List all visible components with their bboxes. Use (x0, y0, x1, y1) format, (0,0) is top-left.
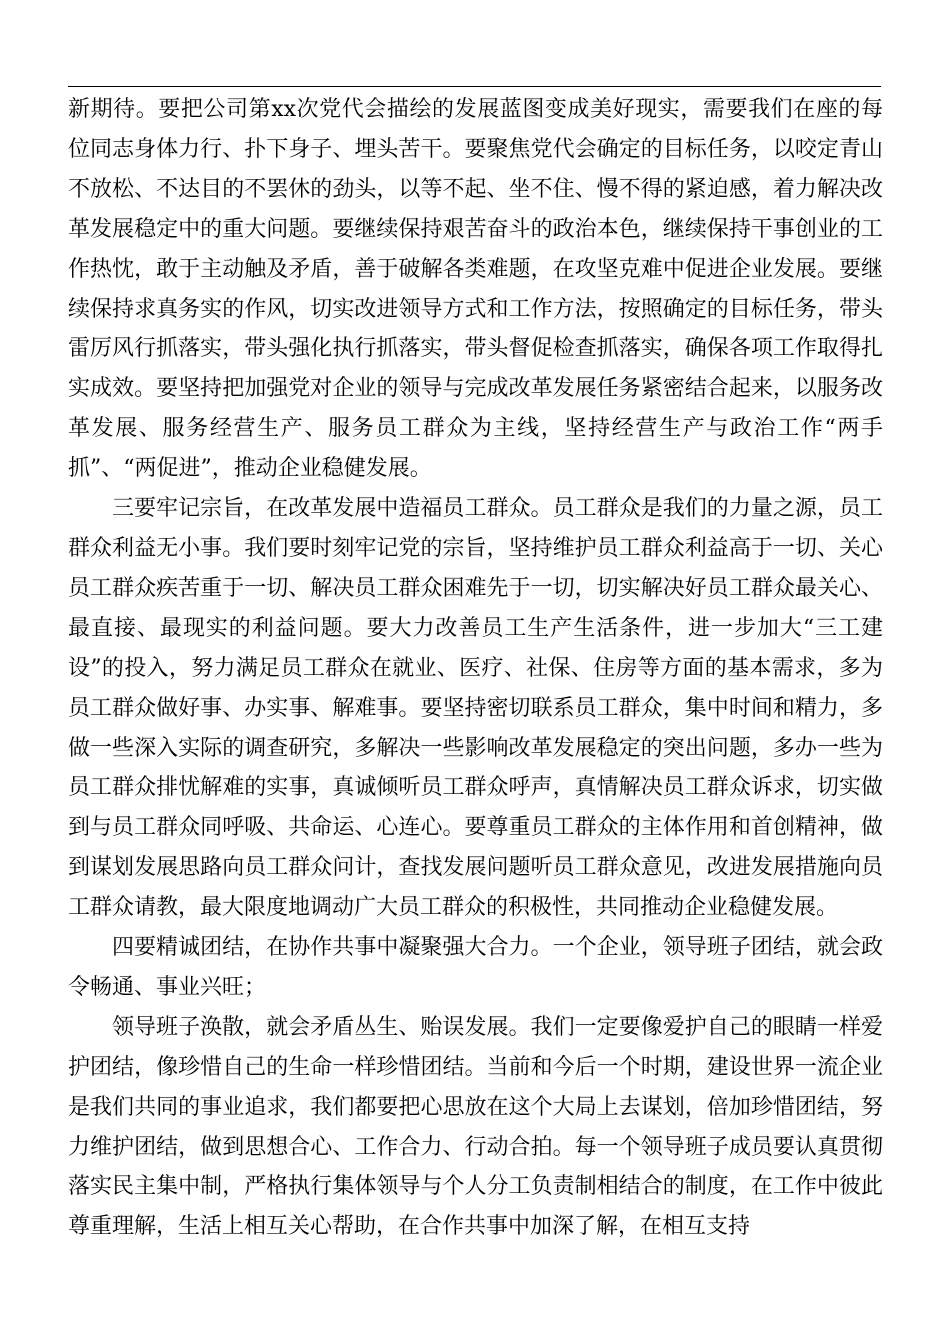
document-body (68, 90, 883, 1247)
paragraph-unity: 四要精诚团结，在协作共事中凝聚强大合力。一个企业，领导班子团结，就会政令畅通、事业兴旺； (68, 935, 883, 1000)
paragraph-continuation: 新期待。要把公司第xx次党代会描绘的发展蓝图变成美好现实，需要我们在座的每位同志身体力行、扑下身子、埋头苦干。要聚焦党代会确定的目标任务，以咬定青山不放松、不达目的不罢休的劲头，以等不起、坐不住、慢不得的紧迫感，着力解决改革发展稳定中的重大问题。要继续保持艰苦奋斗的政治本色，继续保持干事创业的工作热忱，敢于主动触及矛盾，善于破解各类难题，在攻坚克难中促进企业发展。要继续保持求真务实的作风，切实改进领导方式和工作方法，按照确定的目标任务，带头雷厉风行抓落实，带头强化执行抓落实，带头督促检查抓落实，确保各项工作取得扎实成效。要坚持把加强党对企业的领导与完成改革发展任务紧密结合起来，以服务改革发展、服务经营生产、服务员工群众为主线，坚持经营生产与政治工作“两手抓”、“两促进”，推动企业稳健发展。 (68, 97, 883, 482)
header-rule (68, 86, 881, 87)
paragraph-leadership-team: 领导班子涣散，就会矛盾丛生、贻误发展。我们一定要像爱护自己的眼睛一样爱护团结，像珍惜自己的生命一样珍惜团结。当前和今后一个时期，建设世界一流企业是我们共同的事业追求，我们都要把心思放在这个大局上去谋划，倍加珍惜团结，努力维护团结，做到思想合心、工作合力、行动合拍。每一个领导班子成员要认真贯彻落实民主集中制，严格执行集体领导与个人分工负责制相结合的制度，在工作中彼此尊重理解，生活上相互关心帮助，在合作共事中加深了解，在相互支持 (68, 1014, 883, 1240)
paragraph-serve-workers: 三要牢记宗旨，在改革发展中造福员工群众。员工群众是我们的力量之源，员工群众利益无小事。我们要时刻牢记党的宗旨，坚持维护员工群众利益高于一切、关心员工群众疾苦重于一切、解决员工群众困难先于一切，切实解决好员工群众最关心、最直接、最现实的利益问题。要大力改善员工生产生活条件，进一步加大“三工建设”的投入，努力满足员工群众在就业、医疗、社保、住房等方面的基本需求，多为员工群众做好事、办实事、解难事。要坚持密切联系员工群众，集中时间和精力，多做一些深入实际的调查研究，多解决一些影响改革发展稳定的突出问题，多办一些为员工群众排忧解难的实事，真诚倾听员工群众呼声，真情解决员工群众诉求，切实做到与员工群众同呼吸、共命运、心连心。要尊重员工群众的主体作用和首创精神，做到谋划发展思路向员工群众问计，查找发展问题听员工群众意见，改进发展措施向员工群众请教，最大限度地调动广大员工群众的积极性，共同推动企业稳健发展。 (68, 496, 883, 921)
